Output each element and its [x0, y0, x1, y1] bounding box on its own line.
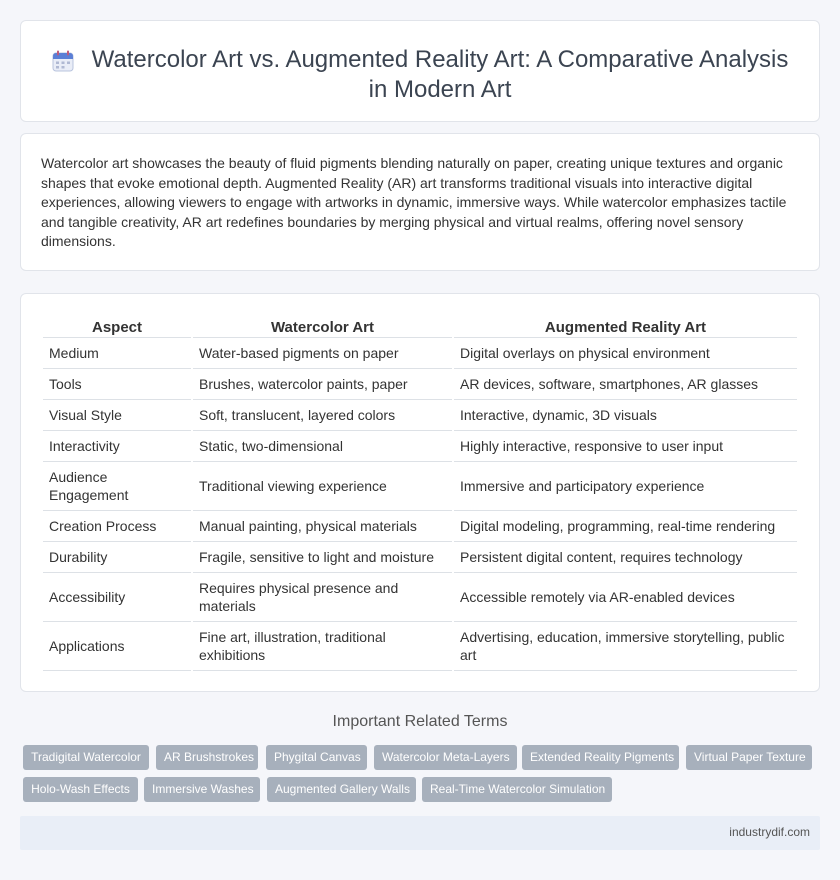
- cell-watercolor: Static, two-dimensional: [193, 431, 452, 462]
- related-term-tag[interactable]: Watercolor Meta-Layers: [374, 745, 517, 770]
- cell-watercolor: Requires physical presence and materials: [193, 573, 452, 622]
- comparison-table: [41, 316, 799, 671]
- related-term-tag[interactable]: Immersive Washes: [144, 777, 260, 802]
- related-term-tag[interactable]: Real-Time Watercolor Simulation: [422, 777, 612, 802]
- table-row: [43, 369, 797, 400]
- related-term-tag[interactable]: Augmented Gallery Walls: [267, 777, 416, 802]
- header-ar: Augmented Reality Art: [454, 316, 797, 338]
- cell-ar: Interactive, dynamic, 3D visuals: [454, 400, 797, 431]
- cell-watercolor: Brushes, watercolor paints, paper: [193, 369, 452, 400]
- cell-aspect: Tools: [43, 369, 191, 400]
- cell-watercolor: Traditional viewing experience: [193, 462, 452, 511]
- cell-watercolor: Water-based pigments on paper: [193, 338, 452, 369]
- cell-watercolor: Fine art, illustration, traditional exhibitions: [193, 622, 452, 671]
- table-row: [43, 542, 797, 573]
- table-header-row: [43, 316, 797, 338]
- cell-watercolor: Fragile, sensitive to light and moisture: [193, 542, 452, 573]
- related-term-tag[interactable]: AR Brushstrokes: [156, 745, 258, 770]
- cell-aspect: Creation Process: [43, 511, 191, 542]
- title-card: [20, 20, 820, 122]
- cell-ar: Immersive and participatory experience: [454, 462, 797, 511]
- header-aspect: Aspect: [43, 316, 191, 338]
- cell-aspect: Applications: [43, 622, 191, 671]
- table-row: [43, 338, 797, 369]
- cell-aspect: Durability: [43, 542, 191, 573]
- table-row: [43, 431, 797, 462]
- table-row: [43, 511, 797, 542]
- cell-aspect: Accessibility: [43, 573, 191, 622]
- table-row: [43, 400, 797, 431]
- cell-watercolor: Manual painting, physical materials: [193, 511, 452, 542]
- cell-ar: Digital modeling, programming, real-time rendering: [454, 511, 797, 542]
- comparison-table-card: [20, 293, 820, 692]
- page-title: Watercolor Art vs. Augmented Reality Art: A Comparative Analysis in Modern Art: [91, 46, 789, 103]
- intro-paragraph: Watercolor art showcases the beauty of fluid pigments blending naturally on paper, creating unique textures and organic shapes that evoke emotional depth. Augmented Reality (AR) art transforms traditional visuals into interactive digital experiences, allowing viewers to engage with artworks in dynamic, immersive ways. While watercolor emphasizes tactile and tangible creativity, AR art redefines boundaries by merging physical and virtual realms, offering novel sensory dimensions.: [41, 155, 787, 249]
- cell-ar: AR devices, software, smartphones, AR glasses: [454, 369, 797, 400]
- footer: [20, 816, 820, 850]
- table-row: [43, 622, 797, 671]
- cell-watercolor: Soft, translucent, layered colors: [193, 400, 452, 431]
- cell-aspect: Medium: [43, 338, 191, 369]
- cell-ar: Digital overlays on physical environment: [454, 338, 797, 369]
- cell-aspect: Audience Engagement: [43, 462, 191, 511]
- related-term-tag[interactable]: Tradigital Watercolor: [23, 745, 149, 770]
- cell-ar: Accessible remotely via AR-enabled devices: [454, 573, 797, 622]
- related-term-tag[interactable]: Holo-Wash Effects: [23, 777, 138, 802]
- footer-site-name[interactable]: industrydif.com: [729, 825, 810, 839]
- cell-aspect: Visual Style: [43, 400, 191, 431]
- table-row: [43, 462, 797, 511]
- cell-ar: Advertising, education, immersive storytelling, public art: [454, 622, 797, 671]
- calendar-icon: [51, 49, 75, 73]
- cell-aspect: Interactivity: [43, 431, 191, 462]
- related-term-tag[interactable]: Phygital Canvas: [266, 745, 367, 770]
- cell-ar: Persistent digital content, requires technology: [454, 542, 797, 573]
- cell-ar: Highly interactive, responsive to user input: [454, 431, 797, 462]
- header-watercolor: Watercolor Art: [193, 316, 452, 338]
- related-terms-title: Important Related Terms: [332, 713, 508, 730]
- related-term-tag[interactable]: Virtual Paper Texture: [686, 745, 812, 770]
- table-row: [43, 573, 797, 622]
- related-term-tag[interactable]: Extended Reality Pigments: [522, 745, 679, 770]
- intro-card: [20, 133, 820, 271]
